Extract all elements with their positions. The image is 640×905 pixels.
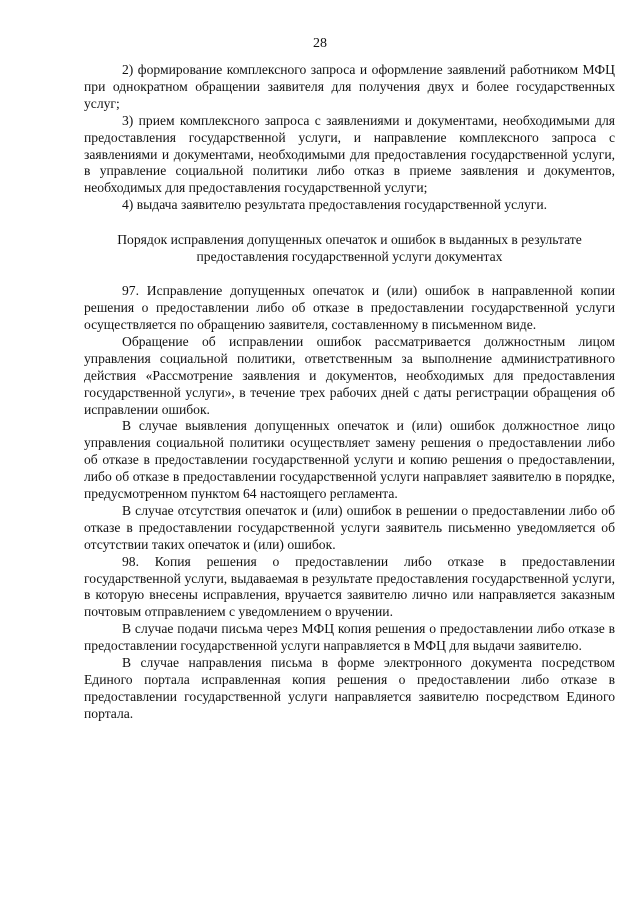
paragraph-item-4: 4) выдача заявителю результата предоставления государственной услуги. bbox=[122, 197, 548, 213]
paragraph-no-errors: В случае отсутствия опечаток и (или) ошибок в решении о предоставлении либо об отказе в предоставлении государственной услуги заявитель письменно уведомляется об отсутствии таких опечаток и (или) ошибок. bbox=[84, 502, 615, 552]
paragraph-portal-delivery: В случае направления письма в форме электронного документа посредством Единого портала исправленная копия решения о предоставлении либо отказе в предоставлении государственной услуги направляется заявителю посредством Единого портала. bbox=[84, 655, 615, 721]
paragraph-error-found: В случае выявления допущенных опечаток и (или) ошибок должностное лицо управления социальной политики осуществляет замену решения о предоставлении либо об отказе в предоставлении государственной услуги и копию решения о предоставлении, либо об отказе в предоставлении государственной услуги направляет заявителю в порядке, предусмотренном пунктом 64 настоящего регламента. bbox=[84, 418, 615, 502]
paragraph-item-2: 2) формирование комплексного запроса и оформление заявлений работником МФЦ при однократном обращении заявителя для получения двух и более государственных услуг; bbox=[84, 62, 615, 111]
paragraph-item-3: 3) прием комплексного запроса с заявлениями и документами, необходимыми для предоставления государственной услуги, и направление комплексного запроса с заявлениями и документами, необходимыми для предоставления государственной услуги, в управление социальной политики либо отказ в приеме заявления и документов, необходимых для предоставления государственной услуги; bbox=[84, 112, 615, 196]
paragraph-98: 98. Копия решения о предоставлении либо отказе в предоставлении государственной услуги, выдаваемая в результате предоставления государственной услуги, в которую внесены исправления, вручается заявителю лично или направляется заказным почтовым отправлением с уведомлением о вручении. bbox=[84, 553, 615, 620]
section-heading: Порядок исправления допущенных опечаток и ошибок в выданных в результате предоставления государственной услуги документах bbox=[117, 232, 582, 265]
document-body bbox=[84, 62, 615, 723]
paragraph-97: 97. Исправление допущенных опечаток и (или) ошибок в направленной копии решения о предоставлении либо об отказе в предоставлении государственной услуги осуществляется по обращению заявителя, составленному в письменном виде. bbox=[84, 283, 615, 332]
paragraph-mfc-delivery: В случае подачи письма через МФЦ копия решения о предоставлении либо отказе в предоставлении государственной услуги направляется в МФЦ для выдачи заявителю. bbox=[84, 621, 615, 654]
paragraph-error-review: Обращение об исправлении ошибок рассматривается должностным лицом управления социальной политики, ответственным за выполнение административного действия «Рассмотрение заявления и документов, необходимых для предоставления государственной услуги», в течение трех рабочих дней с даты регистрации обращения об исправлении ошибок. bbox=[84, 333, 615, 417]
page-number: 28 bbox=[313, 36, 327, 51]
